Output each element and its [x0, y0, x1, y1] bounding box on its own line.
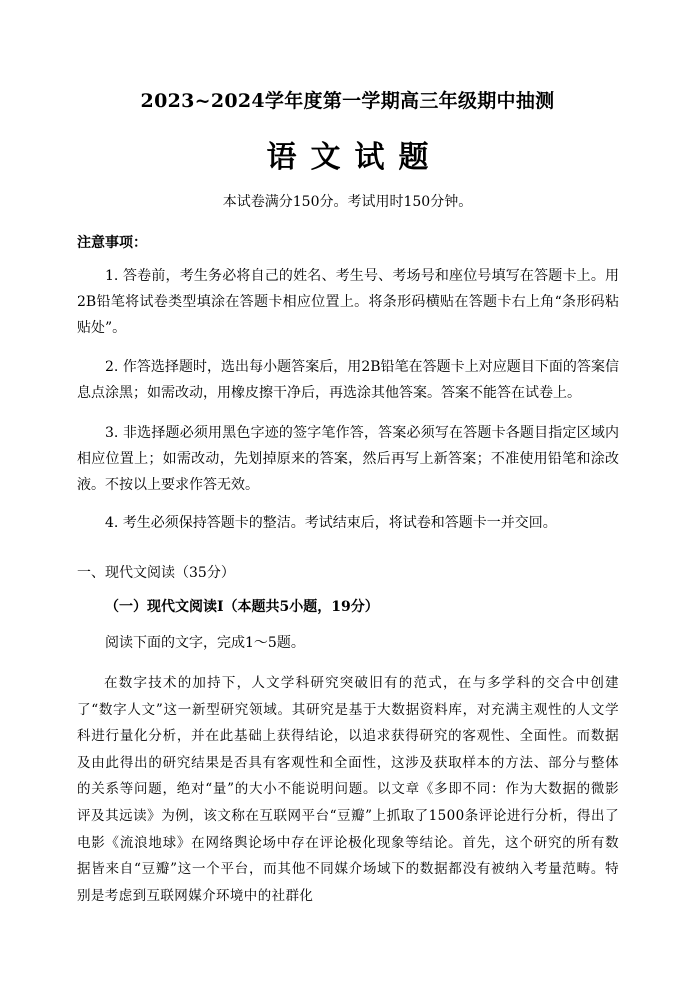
- exam-title: 2023~2024学年度第一学期高三年级期中抽测: [140, 90, 555, 112]
- subject-title: 语文试题: [266, 140, 443, 175]
- note-item-2: 2. 作答选择题时，选出每小题答案后，用2B铅笔在答题卡上对应题目下面的答案信息点涂黑；如需改动，用橡皮擦干净后，再选涂其他答案。答案不能答在试卷上。: [77, 359, 619, 401]
- reading-passage: 在数字技术的加持下，人文学科研究突破旧有的范式，在与多学科的交合中创建了“数字人文”这一新型研究领域。其研究是基于大数据资料库，对充满主观性的人文学科进行量化分析，并在此基础上获得结论，以追求获得研究的客观性、全面性。而数据及由此得出的研究结果是否具有客观性和全面性，这涉及获取样本的方法、部分与整体的关系等问题，绝对“量”的大小不能说明问题。以文章《多即不同：作为大数据的微影评及其远读》为例，该文称在互联网平台“豆瓣”上抓取了1500条评论进行分析，得出了电影《流浪地球》在网络舆论场中存在评论极化现象等结论。首先，这个研究的所有数据皆来自“豆瓣”这一个平台，而其他不同媒介场域下的数据都没有被纳入考量范畴。特别是考虑到互联网媒介环境中的社群化: [77, 675, 619, 904]
- notes-heading: 注意事项：: [77, 235, 147, 251]
- note-item-4: 4. 考生必须保持答题卡的整洁。考试结束后，将试卷和答题卡一并交回。: [105, 515, 557, 531]
- section-heading: 一、现代文阅读（35分）: [77, 565, 235, 581]
- subsection-heading: （一）现代文阅读Ⅰ（本题共5小题，19分）: [105, 599, 379, 615]
- exam-info: 本试卷满分150分。考试用时150分钟。: [222, 194, 473, 210]
- note-item-1: 1. 答卷前，考生务必将自己的姓名、考生号、考场号和座位号填写在答题卡上。用2B铅笔将试卷类型填涂在答题卡相应位置上。将条形码横贴在答题卡右上角“条形码粘贴处”。: [77, 268, 619, 336]
- reading-instruction: 阅读下面的文字，完成1～5题。: [105, 635, 305, 651]
- note-item-3: 3. 非选择题必须用黑色字迹的签字笔作答，答案必须写在答题卡各题目指定区域内相应位置上；如需改动，先划掉原来的答案，然后再写上新答案；不准使用铅笔和涂改液。不按以上要求作答无效。: [77, 425, 619, 493]
